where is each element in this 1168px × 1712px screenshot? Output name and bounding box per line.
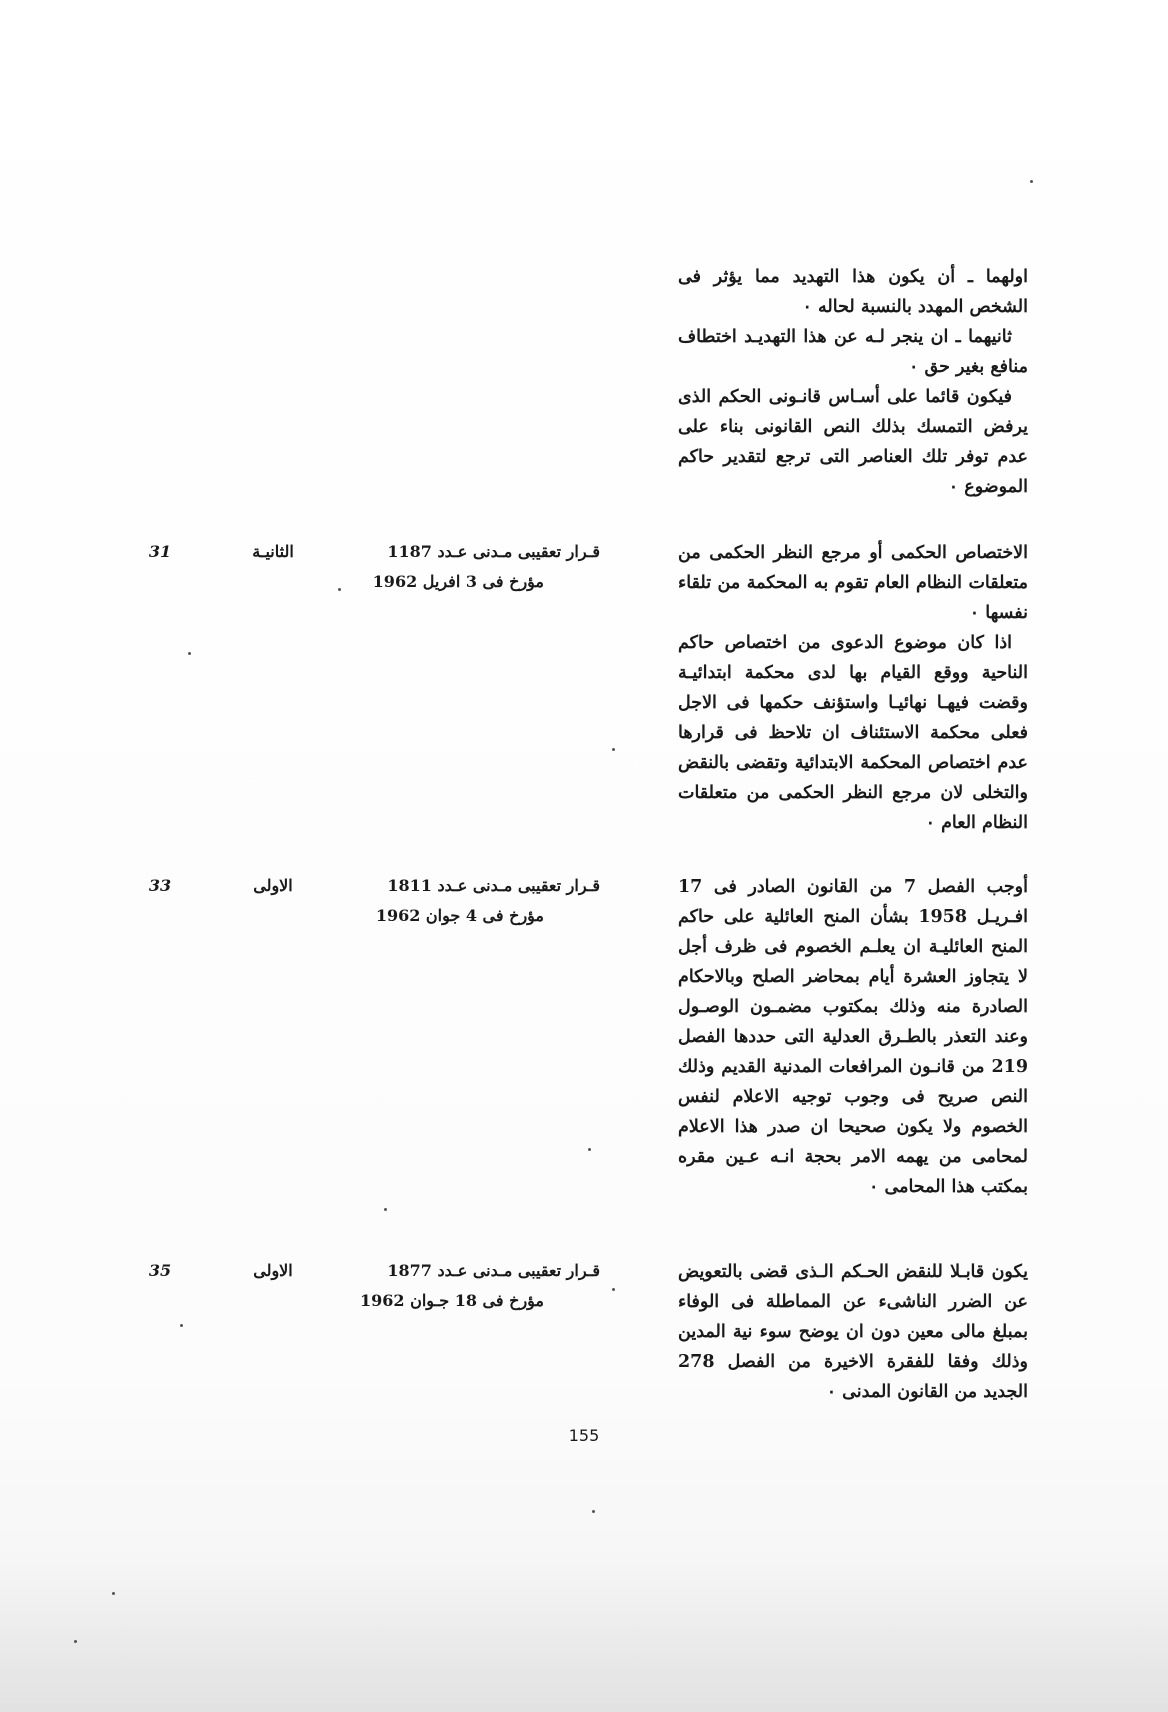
decision-number: قـرار تعقيبى مـدنى عـدد 1877 bbox=[387, 1261, 600, 1280]
chamber: الاولى bbox=[253, 876, 293, 895]
summary-paragraph: أوجب الفصل 7 من القانون الصادر فى 17 افـريـل 1958 بشأن المنح العائلية على حاكم المنح العائليـة ان يعلـم الخصوم فى ظرف أجل لا يتجاوز العشرة أيام بمحاضر الصلح وبالاحكام الصادرة منه وذلك بمكتوب مضمـون الوصـول وعند التعذر بالطـرق العدلية التى حددها الفصل 219 من قانـون المرافعات المدنية القديم وذلك النص صريح فى وجوب توجيه الاعلام لنفس الخصوم ولا يكون صحيحا ان صدر هذا الاعلام لمحامى من يهمه الامر بحجة انـه عـين مقره بمكتب هذا المحامى ۰ bbox=[678, 877, 1028, 1197]
page-reference: 31 bbox=[148, 542, 172, 561]
summary-paragraph: يكون قابـلا للنقض الحـكم الـذى قضى بالتعويض عن الضرر الناشىء عن المماطلة فى الوفاء بمبلغ مالى معين دون ان يوضح سوء نية المدين وذلك وفقا للفقرة الاخيرة من الفصل 278 الجديد من القانون المدنى ۰ bbox=[678, 1262, 1028, 1402]
decision-number: قـرار تعقيبى مـدنى عـدد 1187 bbox=[387, 542, 600, 561]
scan-speck bbox=[588, 1148, 591, 1151]
decision-reference bbox=[310, 871, 600, 931]
scan-speck bbox=[188, 652, 191, 655]
intro-paragraph: فيكون قائما على أسـاس قانـونى الحكم الذى يرفض التمسك بذلك النص القانونى بناء على عدم توفر تلك العناصر التى ترجع لتقدير حاكم الموضوع ۰ bbox=[678, 387, 1028, 497]
decision-date: مؤرخ فى 4 جوان 1962 bbox=[375, 906, 544, 925]
decision-number: قـرار تعقيبى مـدنى عـدد 1811 bbox=[387, 876, 600, 895]
page-number: 155 bbox=[568, 1426, 600, 1445]
decision-date: مؤرخ فى 3 افريل 1962 bbox=[372, 572, 544, 591]
scan-speck bbox=[112, 1592, 115, 1595]
scan-speck bbox=[180, 1324, 183, 1327]
page-reference: 33 bbox=[148, 876, 172, 895]
intro-paragraph: اولهما ـ أن يكون هذا التهديد مما يؤثر فى الشخص المهدد بالنسبة لحاله ۰ bbox=[678, 267, 1028, 317]
intro-paragraph: ثانيهما ـ ان ينجر لـه عن هذا التهديـد اختطاف منافع بغير حق ۰ bbox=[678, 327, 1028, 377]
entry-summary bbox=[678, 1257, 1028, 1407]
scan-speck bbox=[612, 1288, 615, 1291]
summary-paragraph: اذا كان موضوع الدعوى من اختصاص حاكم الناحية ووقع القيام بها لدى محكمة ابتدائيـة وقضت فيهـا نهائيـا واستؤنف حكمها فى الاجل فعلى محكمة الاستئناف ان تلاحظ فى قرارها عدم اختصاص المحكمة الابتدائية وتقضى بالنقض والتخلى لان مرجع النظر الحكمى من متعلقات النظام العام ۰ bbox=[678, 633, 1028, 833]
page-reference: 35 bbox=[148, 1261, 172, 1280]
chamber: الثانيـة bbox=[252, 542, 294, 561]
decision-reference bbox=[310, 1256, 600, 1316]
scan-speck bbox=[592, 1510, 595, 1513]
scan-speck bbox=[1030, 180, 1033, 183]
scan-speck bbox=[612, 748, 615, 751]
entry-summary bbox=[678, 538, 1028, 838]
scan-shadow bbox=[0, 1560, 1168, 1712]
chamber: الاولى bbox=[253, 1261, 293, 1280]
summary-paragraph: الاختصاص الحكمى أو مرجع النظر الحكمى من متعلقات النظام العام تقوم به المحكمة من تلقاء نفسها ۰ bbox=[678, 543, 1028, 623]
entry-summary bbox=[678, 872, 1028, 1202]
scan-speck bbox=[74, 1640, 77, 1643]
scan-speck bbox=[384, 1208, 387, 1211]
decision-reference bbox=[310, 537, 600, 597]
decision-date: مؤرخ فى 18 جـوان 1962 bbox=[360, 1291, 544, 1310]
intro-text bbox=[678, 262, 1028, 502]
